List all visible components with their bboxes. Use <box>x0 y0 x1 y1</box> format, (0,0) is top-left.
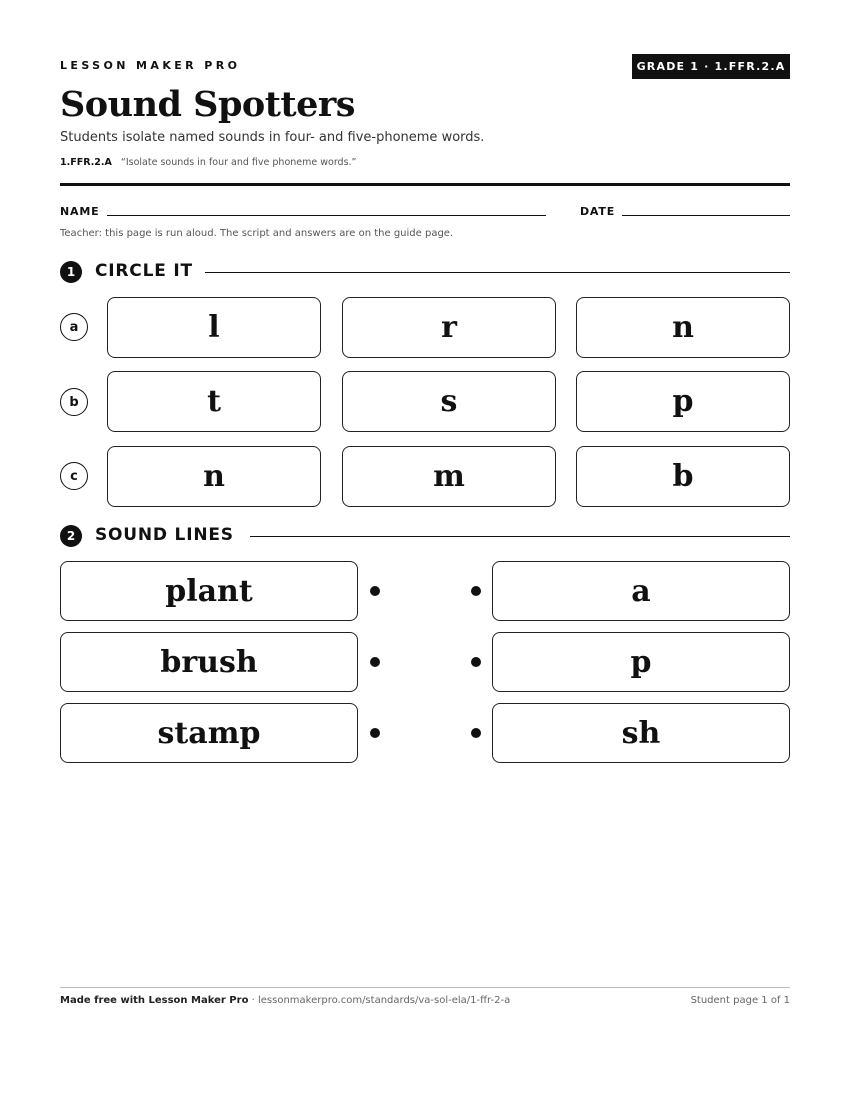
date-field[interactable] <box>622 215 790 216</box>
sound-card[interactable]: p <box>492 632 790 692</box>
name-field[interactable] <box>107 215 546 216</box>
letter-option-card[interactable]: r <box>342 297 556 358</box>
letter-option-card[interactable]: n <box>107 446 321 507</box>
footer-made-with: Made free with Lesson Maker Pro <box>60 995 249 1006</box>
word-card[interactable]: stamp <box>60 703 358 763</box>
footer-credit <box>60 995 510 1006</box>
word-card[interactable]: plant <box>60 561 358 621</box>
section-number-badge: 1 <box>60 261 82 283</box>
section-1-header <box>60 260 790 284</box>
letter-option-card[interactable]: t <box>107 371 321 432</box>
section-title: SOUND LINES <box>95 525 234 545</box>
footer-divider <box>60 987 790 988</box>
sound-card[interactable]: sh <box>492 703 790 763</box>
letter-option-card[interactable]: p <box>576 371 790 432</box>
match-dot-right[interactable] <box>471 586 481 596</box>
section-rule <box>250 536 790 537</box>
page-title: Sound Spotters <box>60 84 356 125</box>
letter-option-card[interactable]: m <box>342 446 556 507</box>
match-dot-right[interactable] <box>471 728 481 738</box>
row-label-c: c <box>60 462 88 490</box>
row-label-a: a <box>60 313 88 341</box>
match-dot-left[interactable] <box>370 657 380 667</box>
match-dot-right[interactable] <box>471 657 481 667</box>
section-number-badge: 2 <box>60 525 82 547</box>
name-label: NAME <box>60 205 100 218</box>
section-rule <box>205 272 790 273</box>
standard-text: “Isolate sounds in four and five phoneme words.” <box>120 157 357 168</box>
section-2-header <box>60 524 790 548</box>
letter-option-card[interactable]: n <box>576 297 790 358</box>
brand-name: LESSON MAKER PRO <box>60 59 241 72</box>
match-dot-left[interactable] <box>370 586 380 596</box>
letter-option-card[interactable]: b <box>576 446 790 507</box>
page-subtitle: Students isolate named sounds in four- and five-phoneme words. <box>60 130 485 145</box>
row-label-b: b <box>60 388 88 416</box>
grade-badge: GRADE 1 · 1.FFR.2.A <box>632 54 790 79</box>
standard-line <box>60 157 356 168</box>
letter-option-card[interactable]: s <box>342 371 556 432</box>
date-label: DATE <box>580 205 616 218</box>
match-dot-left[interactable] <box>370 728 380 738</box>
header-divider <box>60 183 790 186</box>
word-card[interactable]: brush <box>60 632 358 692</box>
section-title: CIRCLE IT <box>95 261 193 281</box>
teacher-note: Teacher: this page is run aloud. The script and answers are on the guide page. <box>60 228 454 239</box>
letter-option-card[interactable]: l <box>107 297 321 358</box>
standard-code: 1.FFR.2.A <box>60 157 112 168</box>
footer-page-number: Student page 1 of 1 <box>690 995 790 1006</box>
footer-url[interactable]: · lessonmakerpro.com/standards/va-sol-ela/1-ffr-2-a <box>248 995 511 1006</box>
sound-card[interactable]: a <box>492 561 790 621</box>
